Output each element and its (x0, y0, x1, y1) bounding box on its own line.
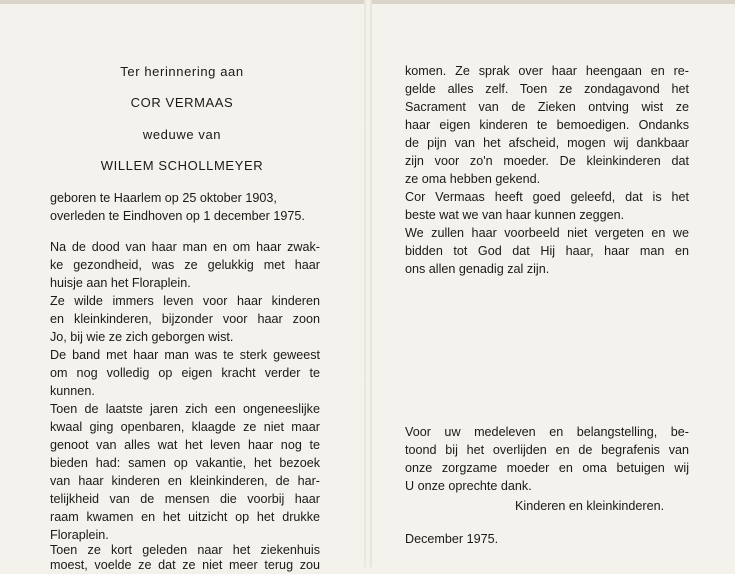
body-line: overleden te Eindhoven op 1 december 1975. (50, 209, 305, 223)
body-line: Toen ze kort geleden naar het ziekenhuis (50, 543, 320, 557)
body-line: gelde alles zelf. Toen ze zondagavond het (405, 82, 689, 96)
thanks-line: toond bij het overlijden en de begrafenis van (405, 443, 689, 457)
body-line: bieden had: samen op vakantie, het bezoek (50, 456, 320, 470)
body-line: kunnen. (50, 384, 95, 398)
body-line: genoot van alles wat het leven haar nog te (50, 438, 320, 452)
body-line: Cor Vermaas heeft goed geleefd, dat is het (405, 190, 689, 204)
body-line: Toen de laatste jaren zich een ongeneeslijke (50, 402, 320, 416)
thanks-line: Voor uw medeleven en belangstelling, be- (405, 425, 689, 439)
body-line: moest, voelde ze dat ze niet meer terug zou (50, 558, 320, 572)
card-fold (364, 0, 372, 567)
left-page (0, 0, 364, 572)
body-line: van haar kinderen en kleinkinderen, de har- (50, 474, 320, 488)
body-line: geboren te Haarlem op 25 oktober 1903, (50, 191, 277, 205)
deceased-name: COR VERMAAS (130, 95, 234, 110)
intro-text: Ter herinnering aan (120, 64, 244, 79)
body-line: huisje aan het Floraplein. (50, 276, 191, 290)
body-line: haar eigen kinderen te bemoedigen. Ondanks (405, 118, 689, 132)
body-line: ze oma hebben gekend. (405, 172, 541, 186)
body-line: Na de dood van haar man en om haar zwak- (50, 240, 320, 254)
body-line: om nog volledig op eigen kracht verder te (50, 366, 320, 380)
body-line: Ze wilde immers leven voor haar kinderen (50, 294, 320, 308)
body-line: Jo, bij wie ze zich geborgen wist. (50, 330, 234, 344)
body-line: kwaal ging openbaren, klaagde ze niet maar (50, 420, 320, 434)
body-line: de pijn van het afscheid, mogen wij dankbaar (405, 136, 689, 150)
body-line: beste wat we van haar kunnen zeggen. (405, 208, 625, 222)
thanks-line: onze zorgzame moeder en oma betuigen wij (405, 461, 689, 475)
body-line: bidden tot God dat Hij haar, haar man en (405, 244, 689, 258)
body-line: komen. Ze sprak over haar heengaan en re- (405, 64, 689, 78)
right-page (372, 0, 735, 567)
widow-of-text: weduwe van (142, 127, 222, 142)
body-line: raam kwamen en het uitzicht op het drukke (50, 510, 320, 524)
body-line: De band met haar man was te sterk geweest (50, 348, 320, 362)
body-line: en kleinkinderen, bijzonder voor haar zoon (50, 312, 320, 326)
body-line: zijn voor zo'n moeder. De kleinkinderen dat (405, 154, 689, 168)
body-line: ke gezondheid, was ze gelukkig met haar (50, 258, 320, 272)
husband-name: WILLEM SCHOLLMEYER (100, 158, 264, 173)
body-line: We zullen haar voorbeeld niet vergeten en we (405, 226, 689, 240)
body-line: Sacrament van de Zieken ontving wist ze (405, 100, 689, 114)
signature: Kinderen en kleinkinderen. (515, 499, 665, 513)
thanks-line: U onze oprechte dank. (405, 479, 532, 493)
body-line: ons allen genadig zal zijn. (405, 262, 550, 276)
body-line: telijkheid van de mensen die voorbij haar (50, 492, 320, 506)
date-line: December 1975. (405, 532, 499, 546)
body-line: Floraplein. (50, 528, 109, 542)
